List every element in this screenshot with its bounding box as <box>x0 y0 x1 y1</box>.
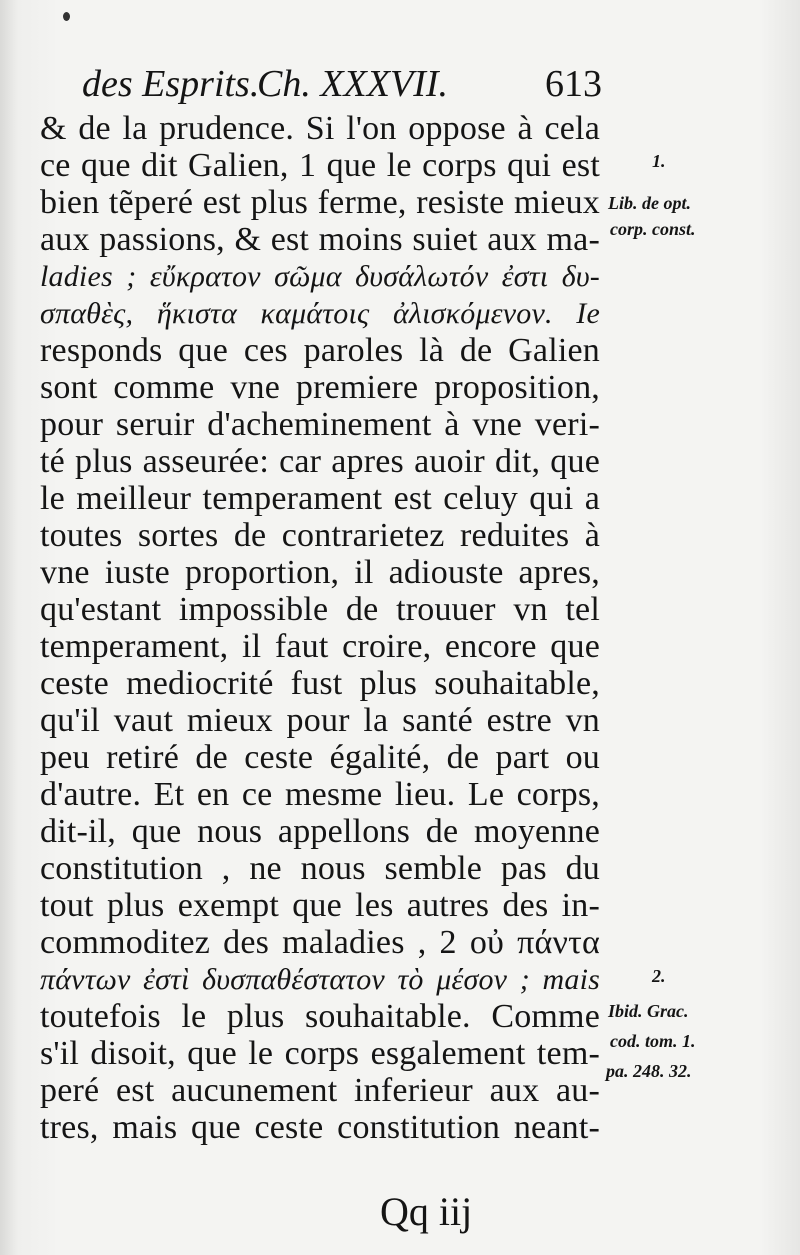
text-line: tout plus exempt que les autres des in- <box>40 887 600 924</box>
text-line: s'il disoit, que le corps esgalement tem- <box>40 1035 600 1072</box>
ink-speck <box>63 12 70 21</box>
text-line: σπαθὲς, ἥκιστα καμάτοις ἀλισκόμενον. Ie <box>40 297 600 330</box>
text-line: ladies ; εὔκρατον σῶμα δυσάλωτόν ἐστι δυ- <box>40 260 600 293</box>
text-line: πάντων ἐστὶ δυσπαθέστατον τὸ μέσον ; mais <box>40 963 600 996</box>
text-line: vne iuste proportion, il adiouste apres, <box>40 554 600 591</box>
running-title: des Esprits. <box>82 63 260 105</box>
text-line: peré est aucunement inferieur aux au- <box>40 1072 600 1109</box>
text-line: ce que dit Galien, 1 que le corps qui est <box>40 147 600 184</box>
page-number: 613 <box>545 63 602 105</box>
text-line: constitution , ne nous semble pas du <box>40 850 600 887</box>
text-line: pour seruir d'acheminement à vne veri- <box>40 406 600 443</box>
margin-note-2-reference-cont: cod. tom. 1. <box>610 1031 696 1051</box>
text-line: tres, mais que ceste constitution neant- <box>40 1109 600 1146</box>
text-line: aux passions, & est moins suiet aux ma- <box>40 221 600 258</box>
text-line: té plus asseurée: car apres auoir dit, que <box>40 443 600 480</box>
main-text-block <box>40 110 600 1146</box>
text-line: d'autre. Et en ce mesme lieu. Le corps, <box>40 776 600 813</box>
text-line: qu'estant impossible de trouuer vn tel <box>40 591 600 628</box>
running-header <box>82 62 602 112</box>
text-line: qu'il vaut mieux pour la santé estre vn <box>40 702 600 739</box>
margin-note-2-number: 2. <box>652 966 666 986</box>
text-line: & de la prudence. Si l'on oppose à cela <box>40 110 600 147</box>
text-line: toutefois le plus souhaitable. Comme <box>40 998 600 1035</box>
chapter-label: Ch. XXXVII. <box>257 63 449 105</box>
text-line: toutes sortes de contrarietez reduites à <box>40 517 600 554</box>
text-line: commoditez des maladies , 2 οὐ πάντα <box>40 924 600 961</box>
margin-note-1-number: 1. <box>652 151 666 171</box>
text-line: le meilleur temperament est celuy qui a <box>40 480 600 517</box>
margin-note-2-reference: Ibid. Grac. <box>608 1001 689 1021</box>
text-line: ceste mediocrité fust plus souhaitable, <box>40 665 600 702</box>
margin-note-1-reference: Lib. de opt. <box>608 193 691 213</box>
text-line: dit-il, que nous appellons de moyenne <box>40 813 600 850</box>
text-line: sont comme vne premiere proposition, <box>40 369 600 406</box>
margin-note-2-reference-page: pa. 248. 32. <box>606 1061 692 1081</box>
margin-note-1-reference-cont: corp. const. <box>610 219 696 239</box>
text-line: bien tẽperé est plus ferme, resiste mieux <box>40 184 600 221</box>
text-line: temperament, il faut croire, encore que <box>40 628 600 665</box>
text-line: responds que ces paroles là de Galien <box>40 332 600 369</box>
signature-mark: Qq iij <box>380 1189 473 1234</box>
text-line: peu retiré de ceste égalité, de part ou <box>40 739 600 776</box>
